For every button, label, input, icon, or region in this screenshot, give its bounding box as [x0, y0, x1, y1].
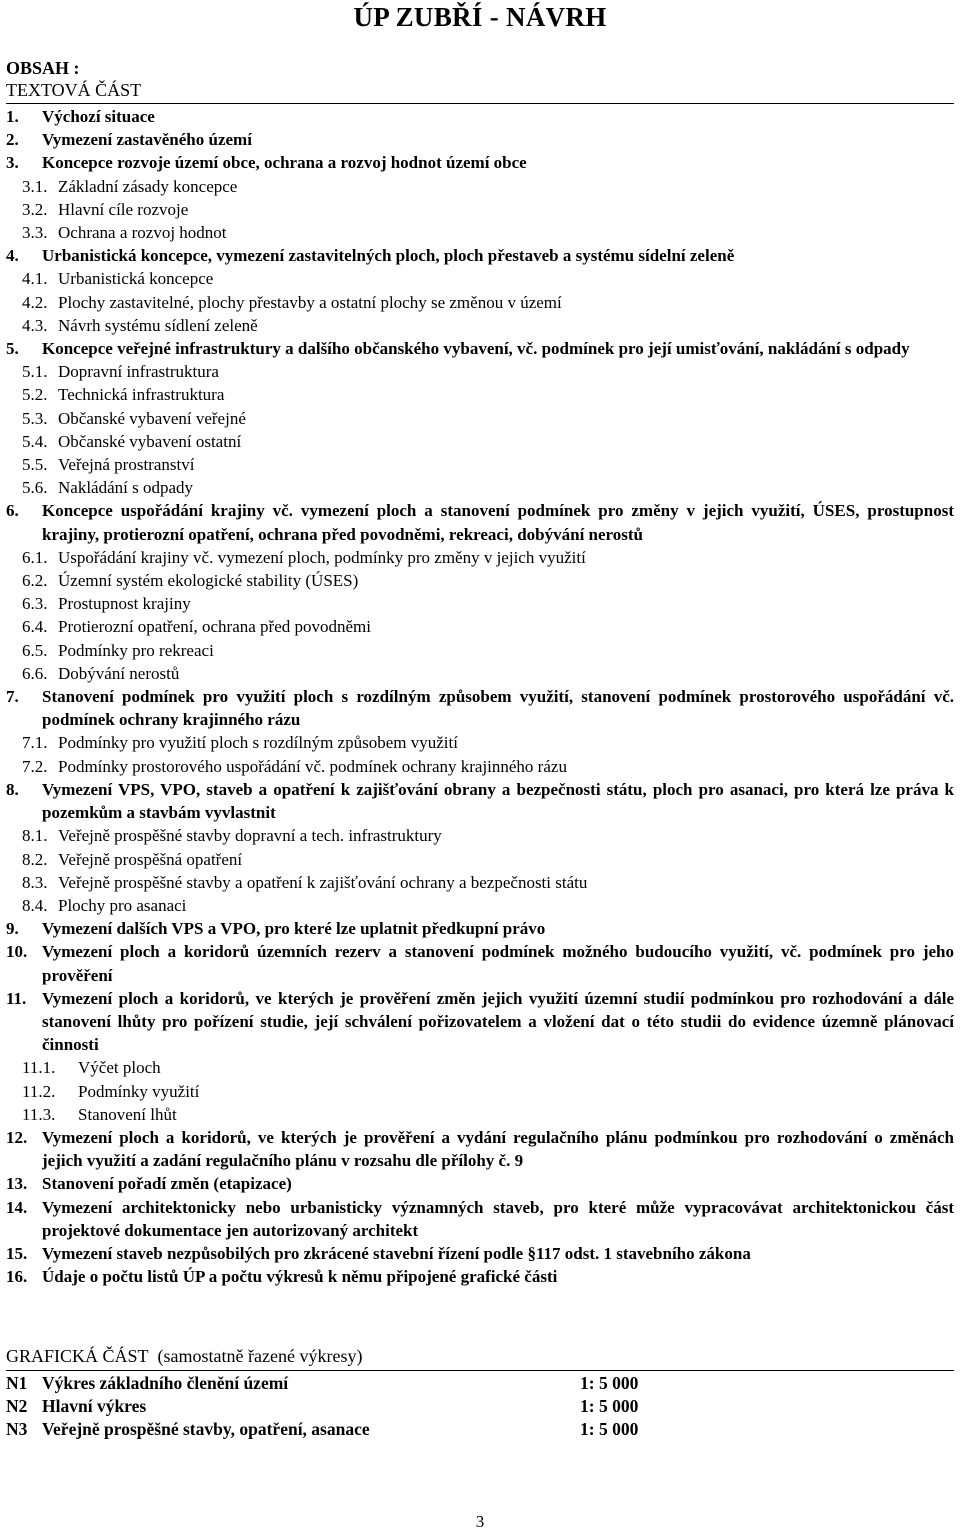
toc-item-number: 5.2.: [22, 385, 48, 405]
toc-item: [0, 662, 960, 685]
toc-item-text: Podmínky prostorového uspořádání vč. podmínek ochrany krajinného rázu: [58, 756, 567, 776]
toc-item-text: Vymezení ploch a koridorů, ve kterých je prověření změn jejich využití územní studií podmínkou pro rozhodování a dále stanovení lhůty pro pořízení studie, její schválení pořizovatelem a vložení dat o této studii do evidence územně plánovací činnosti: [42, 988, 954, 1055]
toc-item-text: Urbanistická koncepce: [58, 269, 214, 289]
toc-item: [0, 755, 960, 778]
toc-item: [0, 198, 960, 221]
toc-item-number: 6.2.: [22, 571, 48, 591]
toc-item: [0, 499, 960, 545]
toc-item: [0, 1242, 960, 1265]
toc-item-text: Koncepce uspořádání krajiny vč. vymezení ploch a stanovení podmínek pro změny v jejich využití, ÚSES, prostupnost krajiny, protierozní opatření, ochrana před povodněmi, rekreaci, dobývání nerostů: [42, 501, 954, 544]
toc-item-number: 4.1.: [22, 269, 48, 289]
toc-item-text: Plochy pro asanaci: [58, 895, 187, 915]
toc-item-number: 5.4.: [22, 431, 48, 451]
document-title: ÚP ZUBŘÍ - NÁVRH: [353, 2, 607, 32]
graphic-part-heading: [6, 1346, 362, 1367]
toc-item-number: 6.6.: [22, 663, 48, 683]
toc-item-number: 4.3.: [22, 315, 48, 335]
toc-item: [0, 430, 960, 453]
toc-item-number: 4.: [6, 246, 19, 266]
toc-item-text: Koncepce rozvoje území obce, ochrana a rozvoj hodnot území obce: [42, 153, 527, 173]
toc-item-number: 5.5.: [22, 455, 48, 475]
toc-item: [0, 778, 960, 824]
toc-item-text: Výčet ploch: [78, 1058, 161, 1078]
toc-item-number: 8.2.: [22, 849, 48, 869]
toc-item-number: 16.: [6, 1267, 28, 1287]
toc-item-number: 8.3.: [22, 872, 48, 892]
drawings-list: [6, 1372, 954, 1441]
toc-item-number: 15.: [6, 1243, 28, 1263]
toc-item-text: Podmínky využití: [78, 1081, 200, 1101]
toc-item-text: Uspořádání krajiny vč. vymezení ploch, podmínky pro změny v jejich využití: [58, 547, 586, 567]
toc-item-text: Údaje o počtu listů ÚP a počtu výkresů k němu připojené grafické části: [42, 1267, 558, 1287]
toc-item-text: Protierozní opatření, ochrana před povodněmi: [58, 617, 371, 637]
drawing-row: [6, 1395, 954, 1418]
toc-item: [0, 1080, 960, 1103]
toc-item: [0, 569, 960, 592]
toc-item: [0, 175, 960, 198]
toc-item-text: Stanovení podmínek pro využití ploch s rozdílným způsobem využití, stanovení podmínek prostorového uspořádání vč. podmínek ochrany krajinného rázu: [42, 687, 954, 730]
toc-item: [0, 685, 960, 731]
toc-item: [0, 848, 960, 871]
toc-item-text: Dopravní infrastruktura: [58, 362, 219, 382]
toc-item-number: 11.3.: [22, 1104, 56, 1124]
toc-item-text: Podmínky pro rekreaci: [58, 640, 214, 660]
drawing-name: Výkres základního členění území: [42, 1373, 289, 1393]
toc-item-number: 1.: [6, 107, 19, 126]
toc-item-text: Vymezení VPS, VPO, staveb a opatření k zajišťování obrany a bezpečnosti státu, ploch pro asanaci, pro která lze práva k pozemkům a stavbám vyvlastnit: [42, 779, 954, 823]
drawing-row: [6, 1418, 954, 1441]
toc-item-text: Výchozí situace: [42, 107, 155, 126]
toc-item: [0, 105, 960, 128]
graphic-part-note: (samostatně řazené výkresy): [157, 1346, 363, 1366]
toc-item: [0, 615, 960, 638]
toc-item-number: 13.: [6, 1174, 28, 1194]
toc-item-text: Plochy zastavitelné, plochy přestavby a ostatní plochy se změnou v území: [58, 292, 562, 312]
toc-item-number: 7.1.: [22, 733, 48, 753]
toc-item-number: 9.: [6, 919, 19, 939]
toc-item-text: Základní zásady koncepce: [58, 176, 238, 196]
toc-item-number: 6.: [6, 501, 19, 521]
toc-item: [0, 128, 960, 151]
divider-line-bottom: [6, 1370, 954, 1371]
toc-item: [0, 1126, 960, 1172]
toc-item-number: 3.3.: [22, 223, 48, 243]
toc-item: [0, 407, 960, 430]
toc-item: [0, 824, 960, 847]
contents-heading: OBSAH :: [6, 58, 80, 78]
toc-item-text: Nakládání s odpady: [58, 478, 194, 498]
toc-item: [0, 1196, 960, 1242]
toc-item: [0, 1103, 960, 1126]
toc-item: [0, 453, 960, 476]
toc-item-text: Vymezení architektonicky nebo urbanisticky významných staveb, pro které může vypracovávat architektonickou část projektové dokumentace jen autorizovaný architekt: [42, 1197, 954, 1240]
toc-item: [0, 731, 960, 754]
toc-item-number: 5.3.: [22, 408, 48, 428]
toc-item: [0, 383, 960, 406]
toc-item-number: 7.2.: [22, 756, 48, 776]
toc-item-text: Vymezení ploch a koridorů územních rezerv a stanovení podmínek možného budoucího využití, vč. podmínek pro jeho prověření: [42, 942, 954, 985]
toc-item-text: Vymezení zastavěného území: [42, 130, 252, 150]
toc-item-number: 14.: [6, 1197, 28, 1217]
toc-item-number: 11.: [6, 988, 27, 1008]
toc-item: [0, 1172, 960, 1195]
toc-item-text: Vymezení staveb nezpůsobilých pro zkrácené stavební řízení podle §117 odst. 1 stavebního zákona: [42, 1243, 751, 1263]
toc-item-text: Veřejně prospěšná opatření: [58, 849, 243, 869]
toc-item-text: Prostupnost krajiny: [58, 594, 191, 614]
toc-item-number: 3.2.: [22, 199, 48, 219]
toc-item-text: Ochrana a rozvoj hodnot: [58, 223, 227, 243]
toc-item-number: 8.: [6, 779, 19, 799]
toc-item-number: 6.3.: [22, 594, 48, 614]
toc-item-number: 6.5.: [22, 640, 48, 660]
divider-line-top: [6, 103, 954, 104]
toc-item-text: Koncepce veřejné infrastruktury a dalšího občanského vybavení, vč. podmínek pro její umisťování, nakládání s odpady: [42, 339, 910, 359]
toc-item-text: Stanovení lhůt: [78, 1104, 177, 1124]
toc-item: [0, 476, 960, 499]
toc-item-number: 2.: [6, 130, 19, 150]
toc-item: [0, 592, 960, 615]
toc-item: [0, 917, 960, 940]
drawing-code: N2: [6, 1396, 28, 1416]
toc-item-number: 5.: [6, 339, 19, 359]
toc-item-text: Veřejně prospěšné stavby dopravní a tech. infrastruktury: [58, 826, 442, 846]
toc-item: [0, 360, 960, 383]
toc-item-number: 12.: [6, 1127, 28, 1147]
toc-item-number: 11.1.: [22, 1058, 56, 1078]
text-part-heading: TEXTOVÁ ČÁST: [6, 80, 142, 100]
drawing-scale: 1: 5 000: [580, 1419, 639, 1439]
toc-item-number: 8.4.: [22, 895, 48, 915]
drawing-row: [6, 1372, 954, 1395]
toc-item-number: 5.1.: [22, 362, 48, 382]
toc-item-number: 8.1.: [22, 826, 48, 846]
toc-item-text: Dobývání nerostů: [58, 663, 180, 683]
toc-item: [0, 244, 960, 267]
toc-item: [0, 267, 960, 290]
toc-item-number: 3.1.: [22, 176, 48, 196]
toc-item-number: 10.: [6, 942, 28, 962]
toc-item-number: 5.6.: [22, 478, 48, 498]
toc-item: [0, 639, 960, 662]
toc-item: [0, 894, 960, 917]
toc-item-text: Stanovení pořadí změn (etapizace): [42, 1174, 292, 1194]
toc-item-text: Hlavní cíle rozvoje: [58, 199, 189, 219]
toc-item: [0, 221, 960, 244]
toc-item: [0, 337, 960, 360]
toc-item-text: Vymezení ploch a koridorů, ve kterých je prověření a vydání regulačního plánu podmínkou pro rozhodování o změnách jejich využití a zadání regulačního plánu v rozsahu dle přílohy č. 9: [42, 1127, 954, 1171]
toc-item-text: Urbanistická koncepce, vymezení zastavitelných ploch, ploch přestaveb a systému sídelní zeleně: [42, 246, 735, 266]
drawing-code: N1: [6, 1373, 28, 1393]
toc-item: [0, 291, 960, 314]
toc-item: [0, 1265, 960, 1288]
table-of-contents: [0, 105, 960, 1288]
toc-item: [0, 987, 960, 1057]
toc-item-text: Technická infrastruktura: [58, 385, 225, 405]
toc-item-text: Občanské vybavení veřejné: [58, 408, 246, 428]
toc-item-number: 6.4.: [22, 617, 48, 637]
page-number: 3: [475, 1512, 485, 1531]
toc-item-number: 4.2.: [22, 292, 48, 312]
toc-item-text: Vymezení dalších VPS a VPO, pro které lze uplatnit předkupní právo: [42, 919, 546, 939]
toc-item: [0, 871, 960, 894]
toc-item-number: 11.2.: [22, 1081, 56, 1101]
graphic-part-label: GRAFICKÁ ČÁST: [6, 1346, 149, 1366]
drawing-code: N3: [6, 1419, 28, 1439]
toc-item-number: 6.1.: [22, 547, 48, 567]
drawing-name: Hlavní výkres: [42, 1396, 147, 1416]
drawing-scale: 1: 5 000: [580, 1396, 639, 1416]
toc-item-number: 3.: [6, 153, 19, 173]
toc-item: [0, 151, 960, 174]
toc-item: [0, 940, 960, 986]
toc-item: [0, 314, 960, 337]
toc-item-text: Občanské vybavení ostatní: [58, 431, 242, 451]
drawing-scale: 1: 5 000: [580, 1373, 639, 1393]
toc-item-number: 7.: [6, 687, 19, 707]
toc-item-text: Podmínky pro využití ploch s rozdílným způsobem využití: [58, 733, 458, 753]
toc-item-text: Územní systém ekologické stability (ÚSES): [58, 571, 359, 591]
toc-item-text: Veřejně prospěšné stavby a opatření k zajišťování ochrany a bezpečnosti státu: [58, 872, 588, 892]
toc-item-text: Návrh systému sídlení zeleně: [58, 315, 258, 335]
toc-item: [0, 546, 960, 569]
drawing-name: Veřejně prospěšné stavby, opatření, asanace: [42, 1419, 370, 1439]
toc-item: [0, 1056, 960, 1079]
toc-item-text: Veřejná prostranství: [58, 455, 195, 475]
